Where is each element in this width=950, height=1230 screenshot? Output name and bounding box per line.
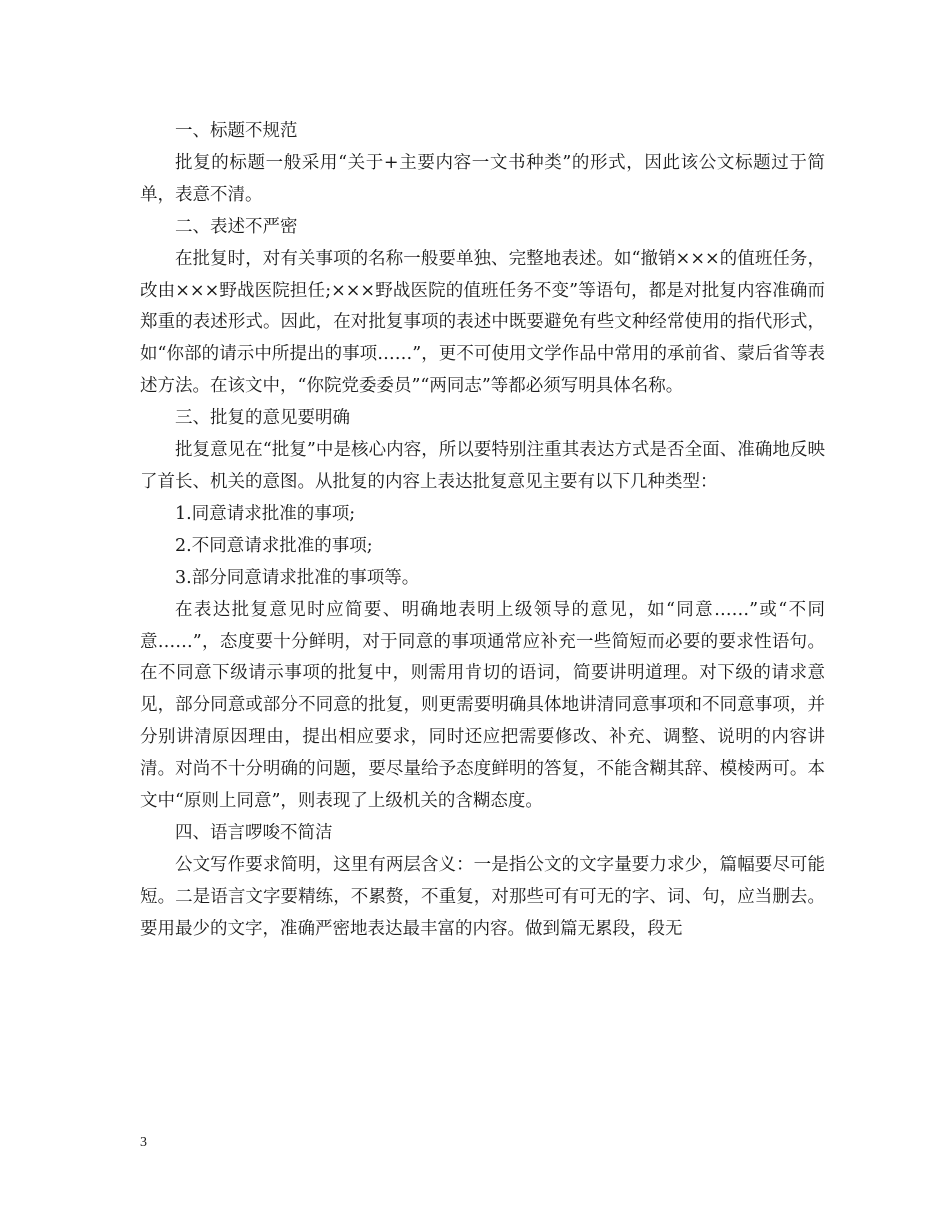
paragraph: 批复的标题一般采用“关于+主要内容一文书种类”的形式，因此该公文标题过于简单，表意不清。 [140, 152, 825, 205]
paragraph: 批复意见在“批复”中是核心内容，所以要特别注重其表达方式是否全面、准确地反映了首长、机关的意图。从批复的内容上表达批复意见主要有以下几种类型： [140, 440, 825, 492]
section-heading-4: 四、语言啰唆不简洁 [175, 822, 333, 843]
section-heading-3: 三、批复的意见要明确 [175, 408, 350, 429]
paragraph: 在批复时，对有关事项的名称一般要单独、完整地表述。如“撤销×××的值班任务，改由×××野战医院担任;×××野战医院的值班任务不变”等语句，都是对批复内容准确而郑重的表述形式。因此，在对批复事项的表述中既要避免有些文种经常使用的指代形式，如“你部的请示中所提出的事项……”，更不可使用文学作品中常用的承前省、蒙后省等表述方法。在该文中，“你院党委委员”“两同志”等都必须写明具体名称。 [140, 248, 825, 397]
section-heading-2: 二、表述不严密 [175, 216, 298, 237]
list-item: 2.不同意请求批准的事项; [175, 535, 373, 556]
document-body [140, 116, 825, 946]
paragraph: 公文写作要求简明，这里有两层含义：一是指公文的文字量要力求少，篇幅要尽可能短。二是语言文字要精练，不累赘，不重复，对那些可有可无的字、词、句，应当删去。要用最少的文字，准确严密地表达最丰富的内容。做到篇无累段，段无 [140, 854, 825, 939]
page-number: 3 [140, 1135, 147, 1150]
list-item: 1.同意请求批准的事项; [175, 503, 356, 524]
paragraph: 在表达批复意见时应简要、明确地表明上级领导的意见，如“同意……”或“不同意……”，态度要十分鲜明，对于同意的事项通常应补充一些简短而必要的要求性语句。在不同意下级请示事项的批复中，则需用肯切的语词，简要讲明道理。对下级的请求意见，部分同意或部分不同意的批复，则更需要明确具体地讲清同意事项和不同意事项，并分别讲清原因理由，提出相应要求，同时还应把需要修改、补充、调整、说明的内容讲清。对尚不十分明确的问题，要尽量给予态度鲜明的答复，不能含糊其辞、模棱两可。本文中“原则上同意”，则表现了上级机关的含糊态度。 [140, 599, 825, 812]
section-heading-1: 一、标题不规范 [175, 121, 298, 141]
list-item: 3.部分同意请求批准的事项等。 [175, 567, 420, 588]
